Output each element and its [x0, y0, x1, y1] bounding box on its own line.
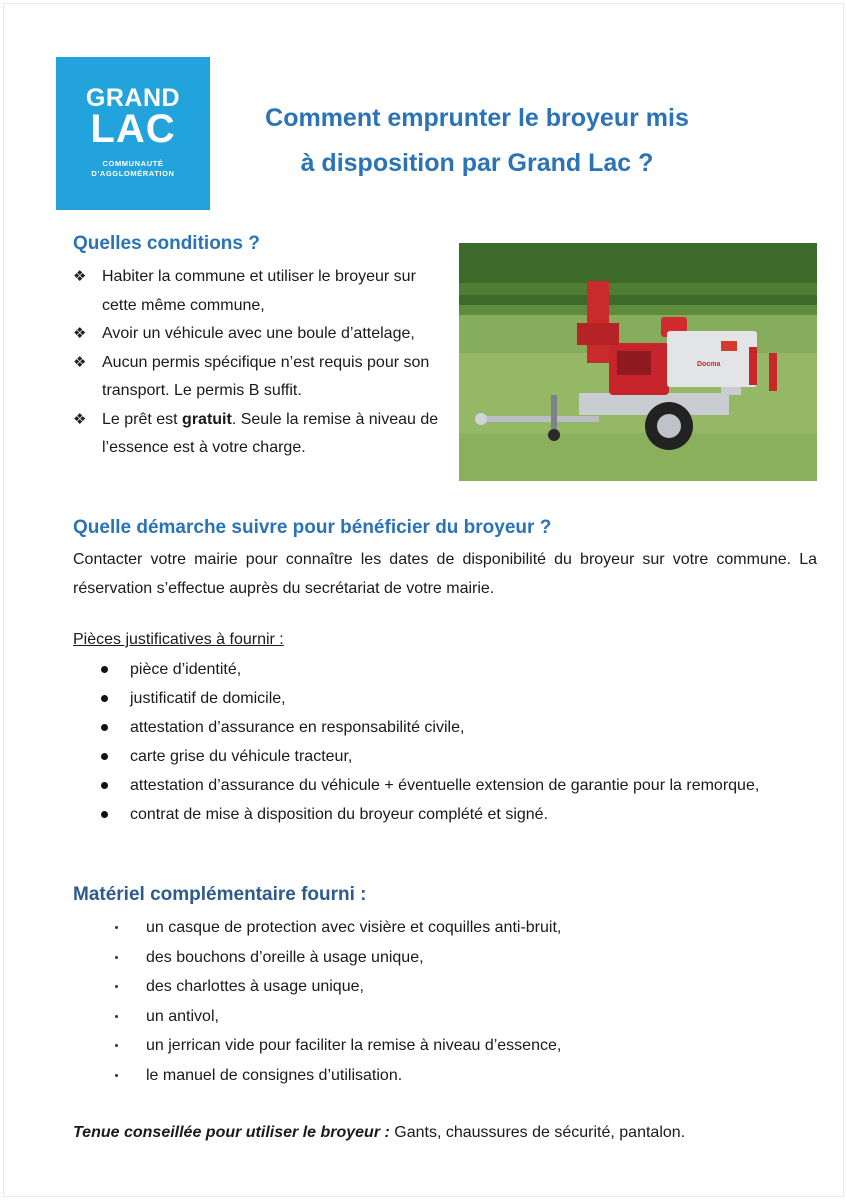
piece-text: attestation d’assurance en responsabilité civile,: [130, 719, 465, 736]
demarche-paragraph: Contacter votre mairie pour connaître les dates de disponibilité du broyeur sur votre commune. La réservation s’effectue auprès du secrétariat de votre mairie.: [73, 551, 817, 597]
materiel-text: un jerrican vide pour faciliter la remise à niveau d’essence,: [146, 1037, 562, 1055]
condition-text: Avoir un véhicule avec une boule d’attelage,: [102, 325, 415, 342]
title-line-2: à disposition par Grand Lac ?: [300, 149, 654, 177]
piece-text: attestation d’assurance du véhicule + éventuelle extension de garantie pour la remorque,: [130, 777, 760, 794]
list-item: [73, 913, 817, 943]
conditions-heading: Quelles conditions ?: [73, 233, 260, 254]
list-item: [73, 972, 817, 1002]
diamond-bullet-icon: ❖: [73, 410, 87, 428]
diamond-bullet-icon: ❖: [73, 325, 87, 342]
list-item: [73, 320, 453, 349]
page-title: [222, 96, 732, 186]
bullet-dot-icon: [101, 724, 108, 731]
demarche-heading: Quelle démarche suivre pour bénéficier du broyeur ?: [73, 517, 552, 538]
materiel-text: un casque de protection avec visière et coquilles anti-bruit,: [146, 919, 562, 936]
small-dot-icon: [115, 1044, 118, 1047]
footer-note: [73, 1119, 685, 1147]
title-line-1: Comment emprunter le broyeur mis: [265, 104, 689, 132]
list-item: [73, 684, 817, 713]
footer-text: Gants, chaussures de sécurité, pantalon.: [389, 1124, 686, 1141]
list-item: [73, 1002, 817, 1032]
small-dot-icon: [115, 1074, 118, 1077]
bullet-dot-icon: [101, 666, 108, 673]
materiel-text: des charlottes à usage unique,: [146, 978, 364, 996]
photo-brand-label: Docma: [697, 361, 721, 368]
logo-subtitle: [56, 159, 210, 179]
bullet-dot-icon: [101, 811, 108, 818]
condition-text-before: Le prêt est: [102, 410, 183, 428]
materiel-list: [73, 913, 817, 1091]
pieces-list: [73, 655, 817, 829]
materiel-text: un antivol,: [146, 1007, 219, 1025]
wood-chipper-illustration: [459, 243, 817, 481]
diamond-bullet-icon: ❖: [73, 268, 87, 285]
piece-text: pièce d’identité,: [130, 661, 242, 678]
grand-lac-logo: [56, 57, 210, 210]
small-dot-icon: [115, 985, 118, 988]
diamond-bullet-icon: ❖: [73, 353, 87, 371]
list-item: [73, 771, 817, 800]
logo-wordmark-lac: LAC: [90, 107, 176, 151]
materiel-text: le manuel de consignes d’utilisation.: [146, 1066, 403, 1084]
condition-text-bold: gratuit: [182, 410, 232, 428]
list-item: [73, 406, 453, 463]
list-item: [73, 713, 817, 742]
pieces-title: Pièces justificatives à fournir :: [73, 631, 284, 648]
bullet-dot-icon: [101, 782, 108, 789]
wood-chipper-photo: [459, 243, 817, 481]
materiel-text: des bouchons d’oreille à usage unique,: [146, 948, 424, 966]
condition-text: Aucun permis spécifique n’est requis pour son transport. Le permis B suffit.: [102, 353, 430, 399]
footer-lead: Tenue conseillée pour utiliser le broyeur :: [73, 1124, 390, 1141]
logo-wordmark-grand: GRAND: [85, 84, 181, 112]
list-item: [73, 800, 817, 829]
logo-subtitle-line1: COMMUNAUTÉ: [102, 159, 164, 168]
piece-text: carte grise du véhicule tracteur,: [130, 748, 353, 765]
condition-text: Habiter la commune et utiliser le broyeur sur cette même commune,: [102, 268, 416, 314]
conditions-list: [73, 263, 453, 463]
materiel-heading: Matériel complémentaire fourni :: [73, 884, 367, 905]
piece-text: justificatif de domicile,: [130, 690, 286, 707]
list-item: [73, 742, 817, 771]
list-item: [73, 349, 453, 406]
small-dot-icon: [115, 956, 118, 959]
piece-text: contrat de mise à disposition du broyeur complété et signé.: [130, 806, 549, 823]
bullet-dot-icon: [101, 753, 108, 760]
bullet-dot-icon: [101, 695, 108, 702]
list-item: [73, 1031, 817, 1061]
list-item: [73, 263, 453, 320]
condition-text-after: . Seule la remise à niveau de l’essence est à votre charge.: [102, 410, 439, 456]
list-item: [73, 655, 817, 684]
list-item: [73, 1061, 817, 1091]
small-dot-icon: [115, 1015, 118, 1018]
list-item: [73, 943, 817, 973]
logo-subtitle-line2: D'AGGLOMÉRATION: [91, 169, 175, 178]
small-dot-icon: [115, 926, 118, 929]
